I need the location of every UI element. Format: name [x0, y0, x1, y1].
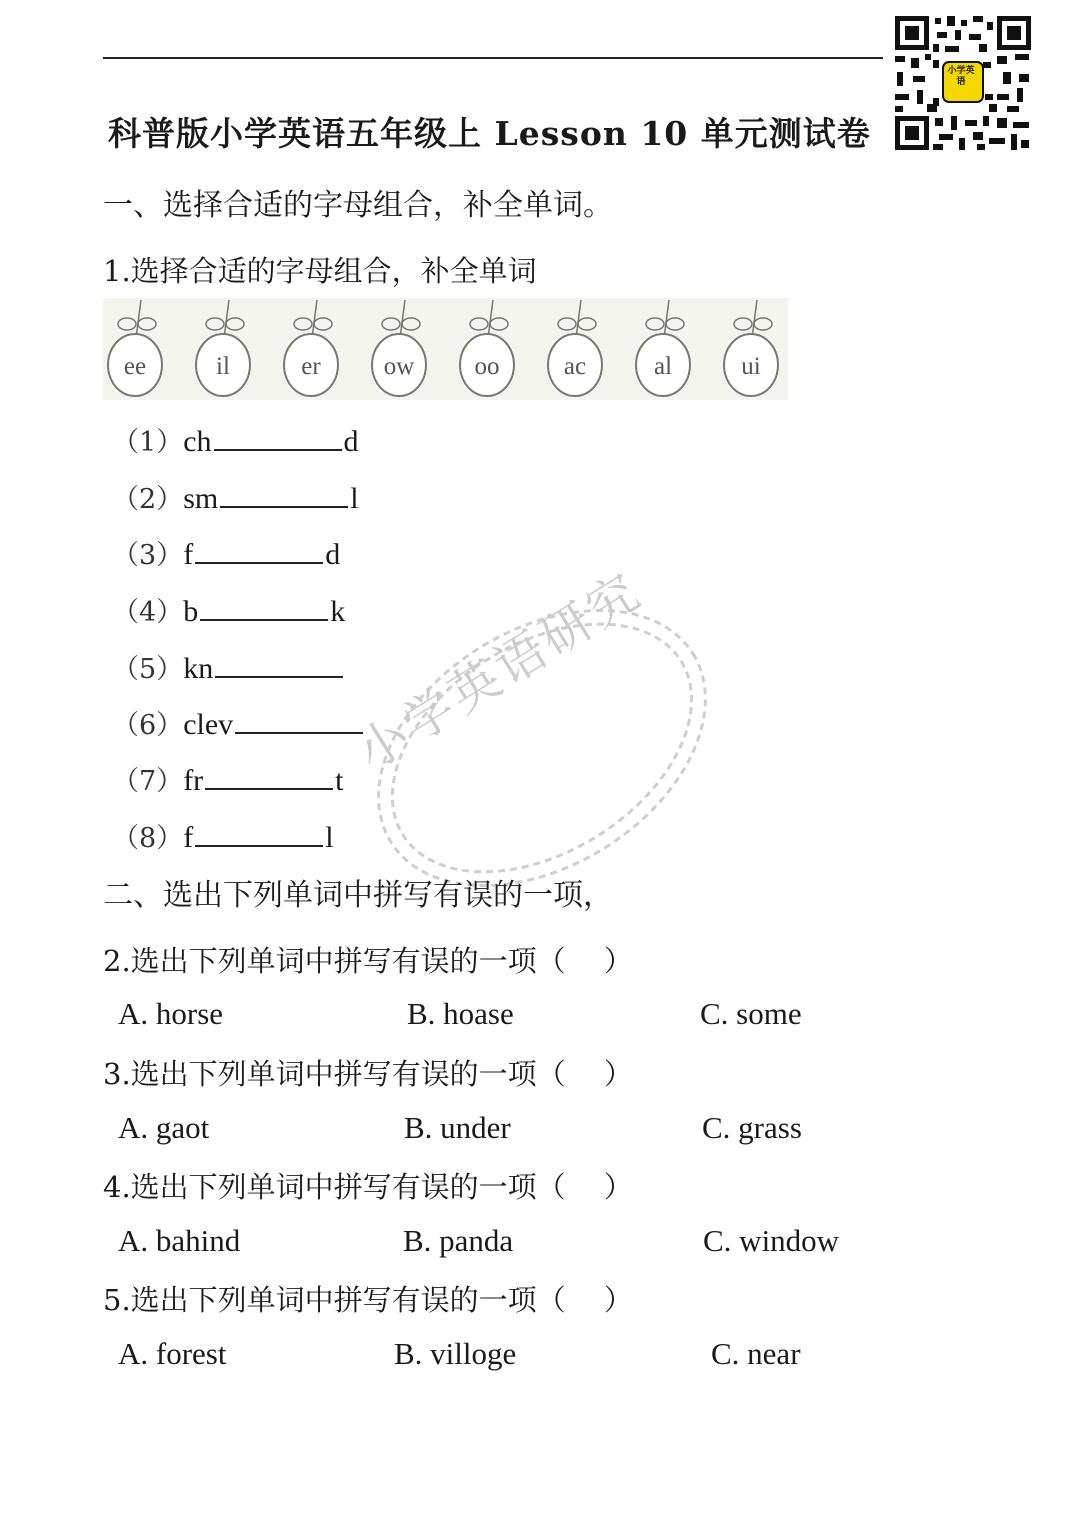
ornament-label: al [653, 353, 673, 380]
ornament-label: oo [474, 353, 500, 380]
option-c[interactable]: C. window [703, 1223, 840, 1258]
answer-blank[interactable] [195, 819, 323, 847]
option-b[interactable]: B. villoge [394, 1336, 517, 1371]
option-a[interactable]: A. gaot [118, 1110, 210, 1145]
question-text: 2.选出下列单词中拼写有误的一项（ ） [103, 944, 633, 978]
fill-item: （2）sm l [112, 482, 359, 515]
answer-blank[interactable] [220, 480, 348, 508]
ornament-ow [372, 300, 426, 396]
question-text: 3.选出下列单词中拼写有误的一项（ ） [103, 1057, 633, 1091]
ornament-oo [460, 300, 514, 396]
watermark-text: 小学英语研究 [346, 561, 653, 782]
ornament-ui [724, 300, 778, 396]
answer-blank[interactable] [205, 762, 333, 790]
header-rule [103, 57, 883, 59]
answer-blank[interactable] [214, 423, 342, 451]
fill-item: （1）ch d [112, 425, 359, 458]
fill-item: （8）f l [112, 821, 334, 854]
ornament-label: ow [383, 353, 415, 380]
question-1-text: 1.选择合适的字母组合，补全单词 [103, 254, 537, 288]
option-b[interactable]: B. hoase [407, 996, 514, 1031]
ornament-label: il [216, 353, 230, 380]
answer-blank[interactable] [200, 593, 328, 621]
letter-ornaments-image [103, 298, 788, 400]
option-a[interactable]: A. horse [118, 996, 224, 1031]
option-b[interactable]: B. panda [403, 1223, 514, 1258]
answer-blank[interactable] [195, 536, 323, 564]
fill-item: （4）b k [112, 595, 346, 628]
option-a[interactable]: A. bahind [118, 1223, 241, 1258]
option-c[interactable]: C. near [711, 1336, 801, 1371]
ornament-ac [548, 300, 602, 396]
section2-heading: 二、选出下列单词中拼写有误的一项， [103, 878, 613, 913]
ornament-label: ui [741, 353, 761, 380]
page-title: 科普版小学英语五年级上 Lesson 10 单元测试卷 [108, 114, 871, 153]
answer-blank[interactable] [215, 650, 343, 678]
ornament-label: ee [123, 353, 147, 380]
question-text: 5.选出下列单词中拼写有误的一项（ ） [103, 1283, 633, 1317]
option-c[interactable]: C. grass [702, 1110, 802, 1145]
option-a[interactable]: A. forest [118, 1336, 227, 1371]
fill-item: （6）clev [112, 703, 365, 742]
ornament-ee [108, 300, 162, 396]
ornament-il [196, 300, 250, 396]
section1-heading: 一、选择合适的字母组合，补全单词。 [103, 188, 613, 223]
qr-badge-text: 小学英语 [947, 66, 975, 87]
option-c[interactable]: C. some [700, 996, 802, 1031]
fill-item: （3）f d [112, 538, 341, 571]
question-text: 4.选出下列单词中拼写有误的一项（ ） [103, 1170, 633, 1204]
ornament-label: er [301, 353, 321, 380]
option-b[interactable]: B. under [404, 1110, 511, 1145]
ornament-al [636, 300, 690, 396]
fill-item: （5）kn [112, 647, 345, 686]
ornament-er [284, 300, 338, 396]
fill-item: （7）fr t [112, 764, 344, 797]
ornament-label: ac [563, 353, 587, 380]
